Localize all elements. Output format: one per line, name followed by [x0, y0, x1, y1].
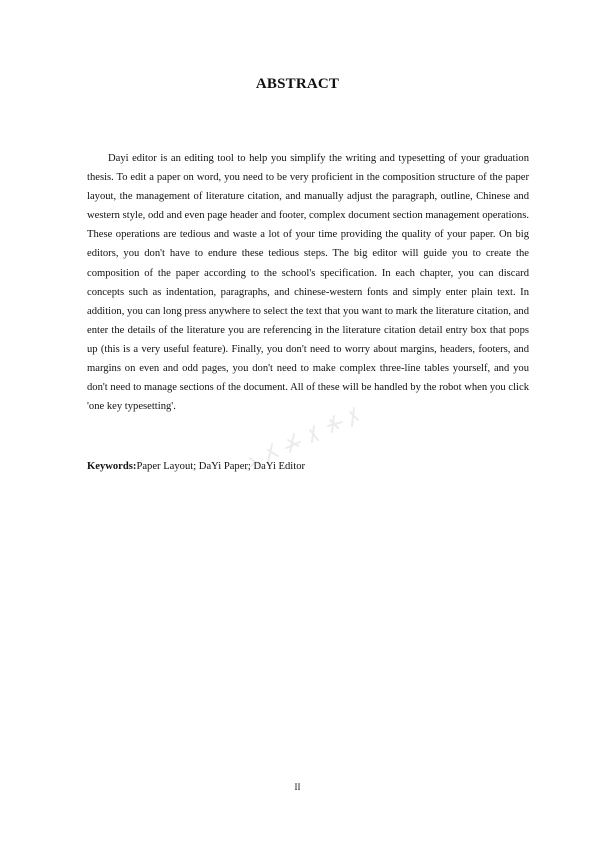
keywords-value: Paper Layout; DaYi Paper; DaYi Editor	[136, 461, 306, 472]
keywords-label: Keywords:	[87, 461, 137, 472]
page-number: II	[294, 782, 301, 792]
keywords-line	[87, 457, 529, 476]
page-title: ABSTRACT	[255, 76, 340, 92]
abstract-paragraph: Dayi editor is an editing tool to help you simplify the writing and typesetting of your graduation thesis. To edit a paper on word, you need to be very proficient in the composition structure of the paper layout, the management of literature citation, and manually adjust the paragraph, outline, Chinese and western style, odd and even page header and footer, complex document section management operations. These operations are tedious and waste a lot of your time providing the quality of your paper. On big editors, you don't have to endure these tedious steps. The big editor will guide you to create the composition of the paper according to the school's specification. In each chapter, you can discard concepts such as indentation, paragraphs, and chinese-western fonts and simply enter plain text. In addition, you can long press anywhere to select the text that you want to mark the literature citation, and enter the details of the literature you are referencing in the literature citation detail entry box that pops up (this is a very useful feature). Finally, you don't need to worry about margins, headers, footers, and margins on even and odd pages, you don't need to make complex three-line tables yourself, and you don't need to manage sections of the document. All of these will be handled by the robot when you click 'one key typesetting'.	[87, 153, 529, 413]
